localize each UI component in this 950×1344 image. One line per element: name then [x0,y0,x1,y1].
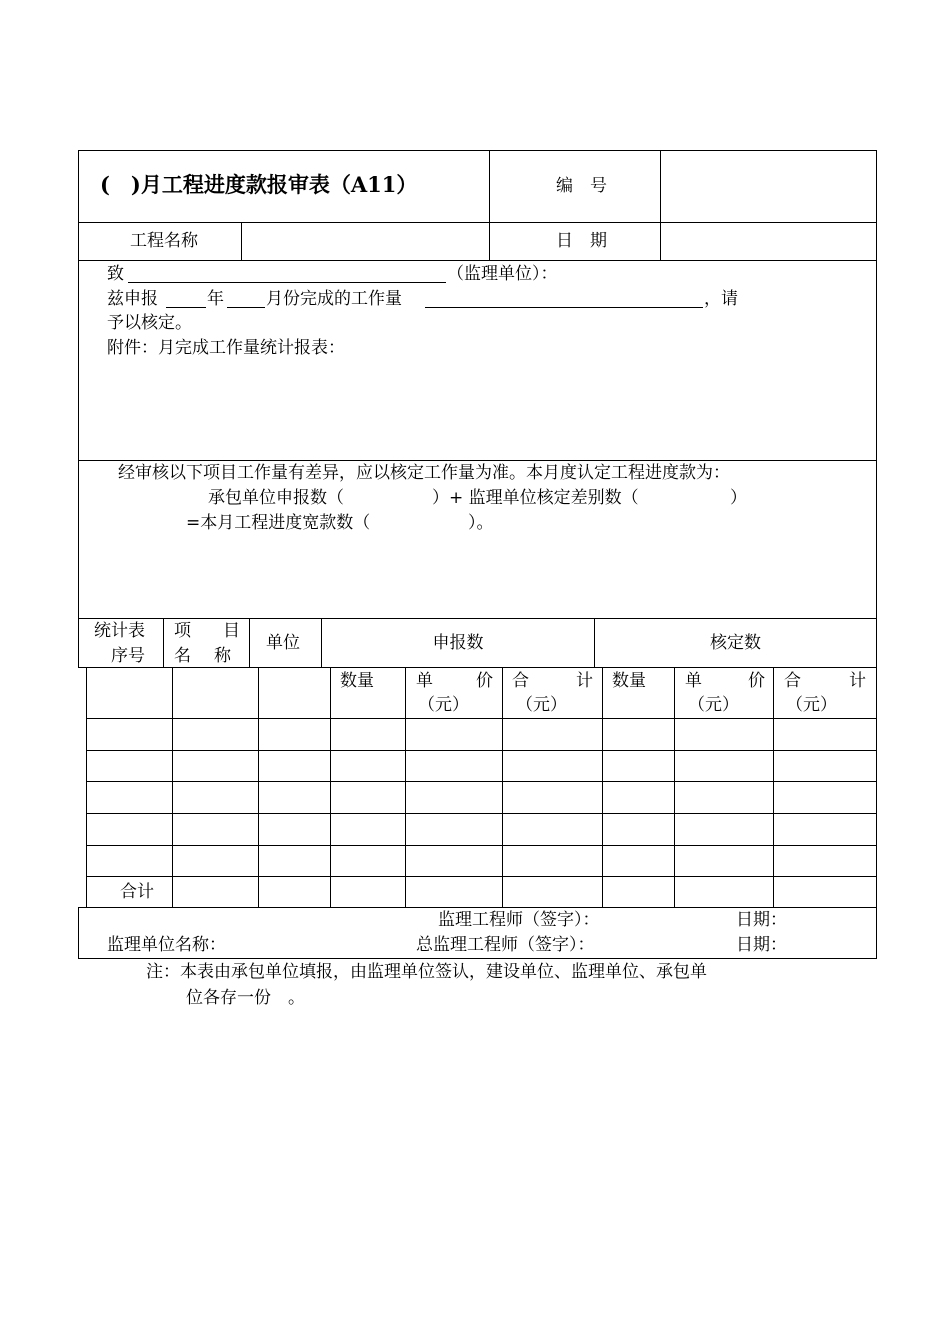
chief-date-label: 日期： [736,935,787,955]
verified-qty: 数量 [612,671,646,691]
col-unit: 单位 [266,633,300,653]
number-field[interactable] [661,151,875,221]
table-row[interactable] [87,719,876,750]
note-line2: 位各存一份 。 [186,988,305,1008]
workload-blank[interactable] [425,307,703,308]
project-name-label: 工程名称 [130,231,198,251]
engineer-date-label: 日期： [736,910,787,930]
group-verified: 核定数 [710,633,761,653]
verified-price-unit: （元） [688,695,739,715]
total-row-label: 合计 [120,882,154,902]
attachment-label: 附件：月完成工作量统计报表： [107,338,345,358]
declared-price-b: 价 [476,671,493,691]
table-row[interactable] [87,814,876,845]
monthly-payment-label: =本月工程进度宽款数（ [186,513,371,533]
please-label: ，请 [704,289,738,309]
year-blank[interactable] [166,307,206,308]
engineer-signature-label: 监理工程师（签字）： [438,910,600,930]
to-prefix: 致 [107,264,124,284]
verified-total-b: 计 [849,671,866,691]
declared-qty: 数量 [340,671,374,691]
supervisor-unit-blank[interactable] [128,282,446,283]
col-item-2a: 名 [174,646,191,666]
contractor-declared-label: 承包单位申报数（ [208,488,344,508]
monthly-payment-close: ）。 [468,513,494,533]
supervisor-diff-close: ） [730,488,747,508]
group-declared: 申报数 [432,633,484,653]
declared-total-b: 计 [576,671,593,691]
table-row[interactable] [87,846,876,876]
declared-total-a: 合 [512,671,529,691]
date-label: 日 期 [556,231,607,251]
month-blank[interactable] [227,307,265,308]
verified-total-unit: （元） [786,695,837,715]
form-title: ( )月工程进度款报审表（A11） [100,172,418,197]
project-name-field[interactable] [242,223,488,259]
chief-engineer-signature-label: 总监理工程师（签字）： [416,935,595,955]
col-seq-line2: 序号 [111,646,145,666]
col-item-1b: 目 [223,621,240,641]
col-seq-line1: 统计表 [94,621,145,641]
number-label: 编 号 [556,176,607,196]
note-line1: 注：本表由承包单位填报，由监理单位签认，建设单位、监理单位、承包单 [146,962,707,982]
verified-price-a: 单 [685,671,702,691]
verified-price-b: 价 [748,671,765,691]
year-label: 年 [207,289,224,309]
table-row[interactable] [87,751,876,781]
verified-total-a: 合 [784,671,801,691]
verify-request: 予以核定。 [107,313,192,333]
declared-price-a: 单 [416,671,433,691]
declared-price-unit: （元） [418,695,469,715]
month-work-label: 月份完成的工作量 [266,289,402,309]
col-item-2b: 称 [214,646,231,666]
col-item-1a: 项 [174,621,191,641]
declared-total-unit: （元） [516,695,567,715]
supervisor-unit-name-label: 监理单位名称： [107,935,226,955]
declare-prefix: 兹申报 [107,289,158,309]
date-field[interactable] [661,223,875,259]
table-row[interactable] [87,782,876,813]
supervisor-diff-label: ）+ 监理单位核定差别数（ [432,488,639,508]
review-statement: 经审核以下项目工作量有差异，应以核定工作量为准。本月度认定工程进度款为： [118,463,730,483]
to-suffix: （监理单位）： [447,264,558,284]
